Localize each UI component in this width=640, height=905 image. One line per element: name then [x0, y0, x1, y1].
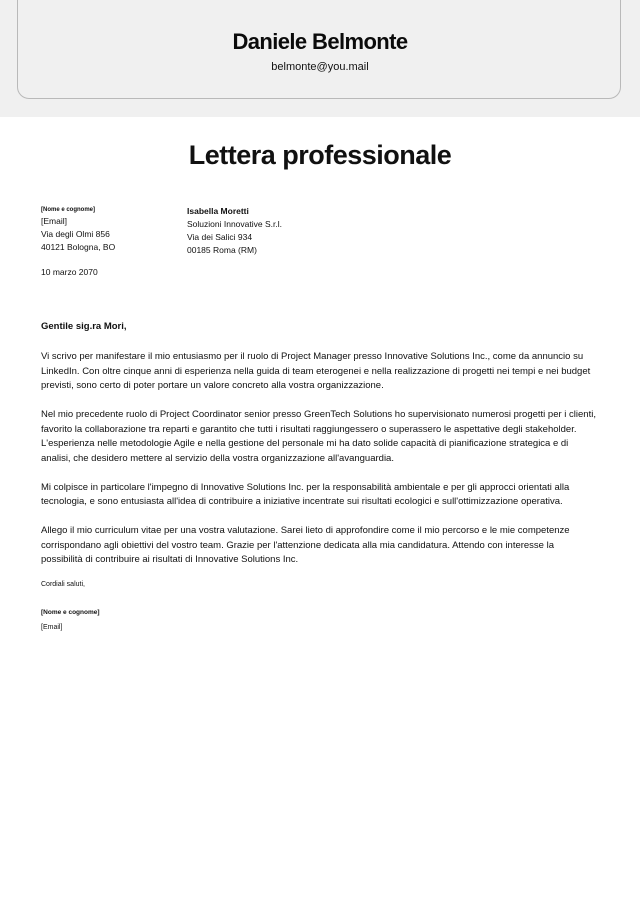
header-email: belmonte@you.mail	[271, 61, 369, 73]
page-title: Lettera professionale	[188, 140, 452, 170]
letter-body	[41, 350, 597, 582]
signature-name-placeholder: [Nome e cognome]	[41, 609, 100, 616]
signature-email-placeholder: [Email]	[41, 624, 63, 631]
sender-email-placeholder: [Email]	[41, 216, 67, 226]
body-paragraph: Allego il mio curriculum vitae per una vostra valutazione. Sarei lieto di approfondire come il mio percorso e le mie competenze corrispondano agli obiettivi del vostro team. Grazie per l'attenzione dedicata alla mia candidatura. Attendo con interesse la possibilità di contribuire ai risultati di Innovative Solutions Inc.	[41, 525, 570, 565]
header-band	[0, 0, 640, 117]
sender-address-line1: Via degli Olmi 856	[41, 229, 110, 239]
letter-date: 10 marzo 2070	[41, 267, 98, 277]
sender-address-line2: 40121 Bologna, BO	[41, 242, 116, 252]
sender-name-placeholder: [Nome e cognome]	[41, 207, 96, 213]
sender-address-block	[41, 205, 181, 254]
recipient-company: Soluzioni Innovative S.r.l.	[187, 219, 282, 229]
recipient-address-line1: Via dei Salici 934	[187, 232, 253, 242]
recipient-address-block	[187, 205, 387, 257]
salutation: Gentile sig.ra Mori,	[41, 321, 127, 332]
header-name: Daniele Belmonte	[232, 29, 408, 54]
recipient-name: Isabella Moretti	[187, 206, 249, 216]
body-paragraph: Vi scrivo per manifestare il mio entusiasmo per il ruolo di Project Manager presso Innovative Solutions Inc., come da annuncio su LinkedIn. Con oltre cinque anni di esperienza nella guida di team eterogenei e nella realizzazione di progetti nei tempi e nei budget previsti, sono certo di poter portare un valore concreto alla vostra organizzazione.	[41, 351, 591, 391]
closing: Cordiali saluti,	[41, 581, 85, 588]
recipient-address-line2: 00185 Roma (RM)	[187, 245, 257, 255]
body-paragraph: Nel mio precedente ruolo di Project Coordinator senior presso GreenTech Solutions ho supervisionato numerosi progetti per i clienti, favorito la collaborazione tra reparti e garantito che tutti i risultati raggiungessero o superassero le aspettative degli stakeholder. L'esperienza nelle metodologie Agile e nella gestione del personale mi ha dato solide capacità di pianificazione strategica e di analisi, che desidero mettere al servizio della vostra organizzazione all'avanguardia.	[41, 409, 596, 464]
body-paragraph: Mi colpisce in particolare l'impegno di Innovative Solutions Inc. per la responsabilità ambientale e per gli approcci orientati alla tecnologia, e sono entusiasta all'idea di contribuire a iniziative incentrate sui risultati ecologici e sull'ottimizzazione operativa.	[41, 481, 570, 507]
